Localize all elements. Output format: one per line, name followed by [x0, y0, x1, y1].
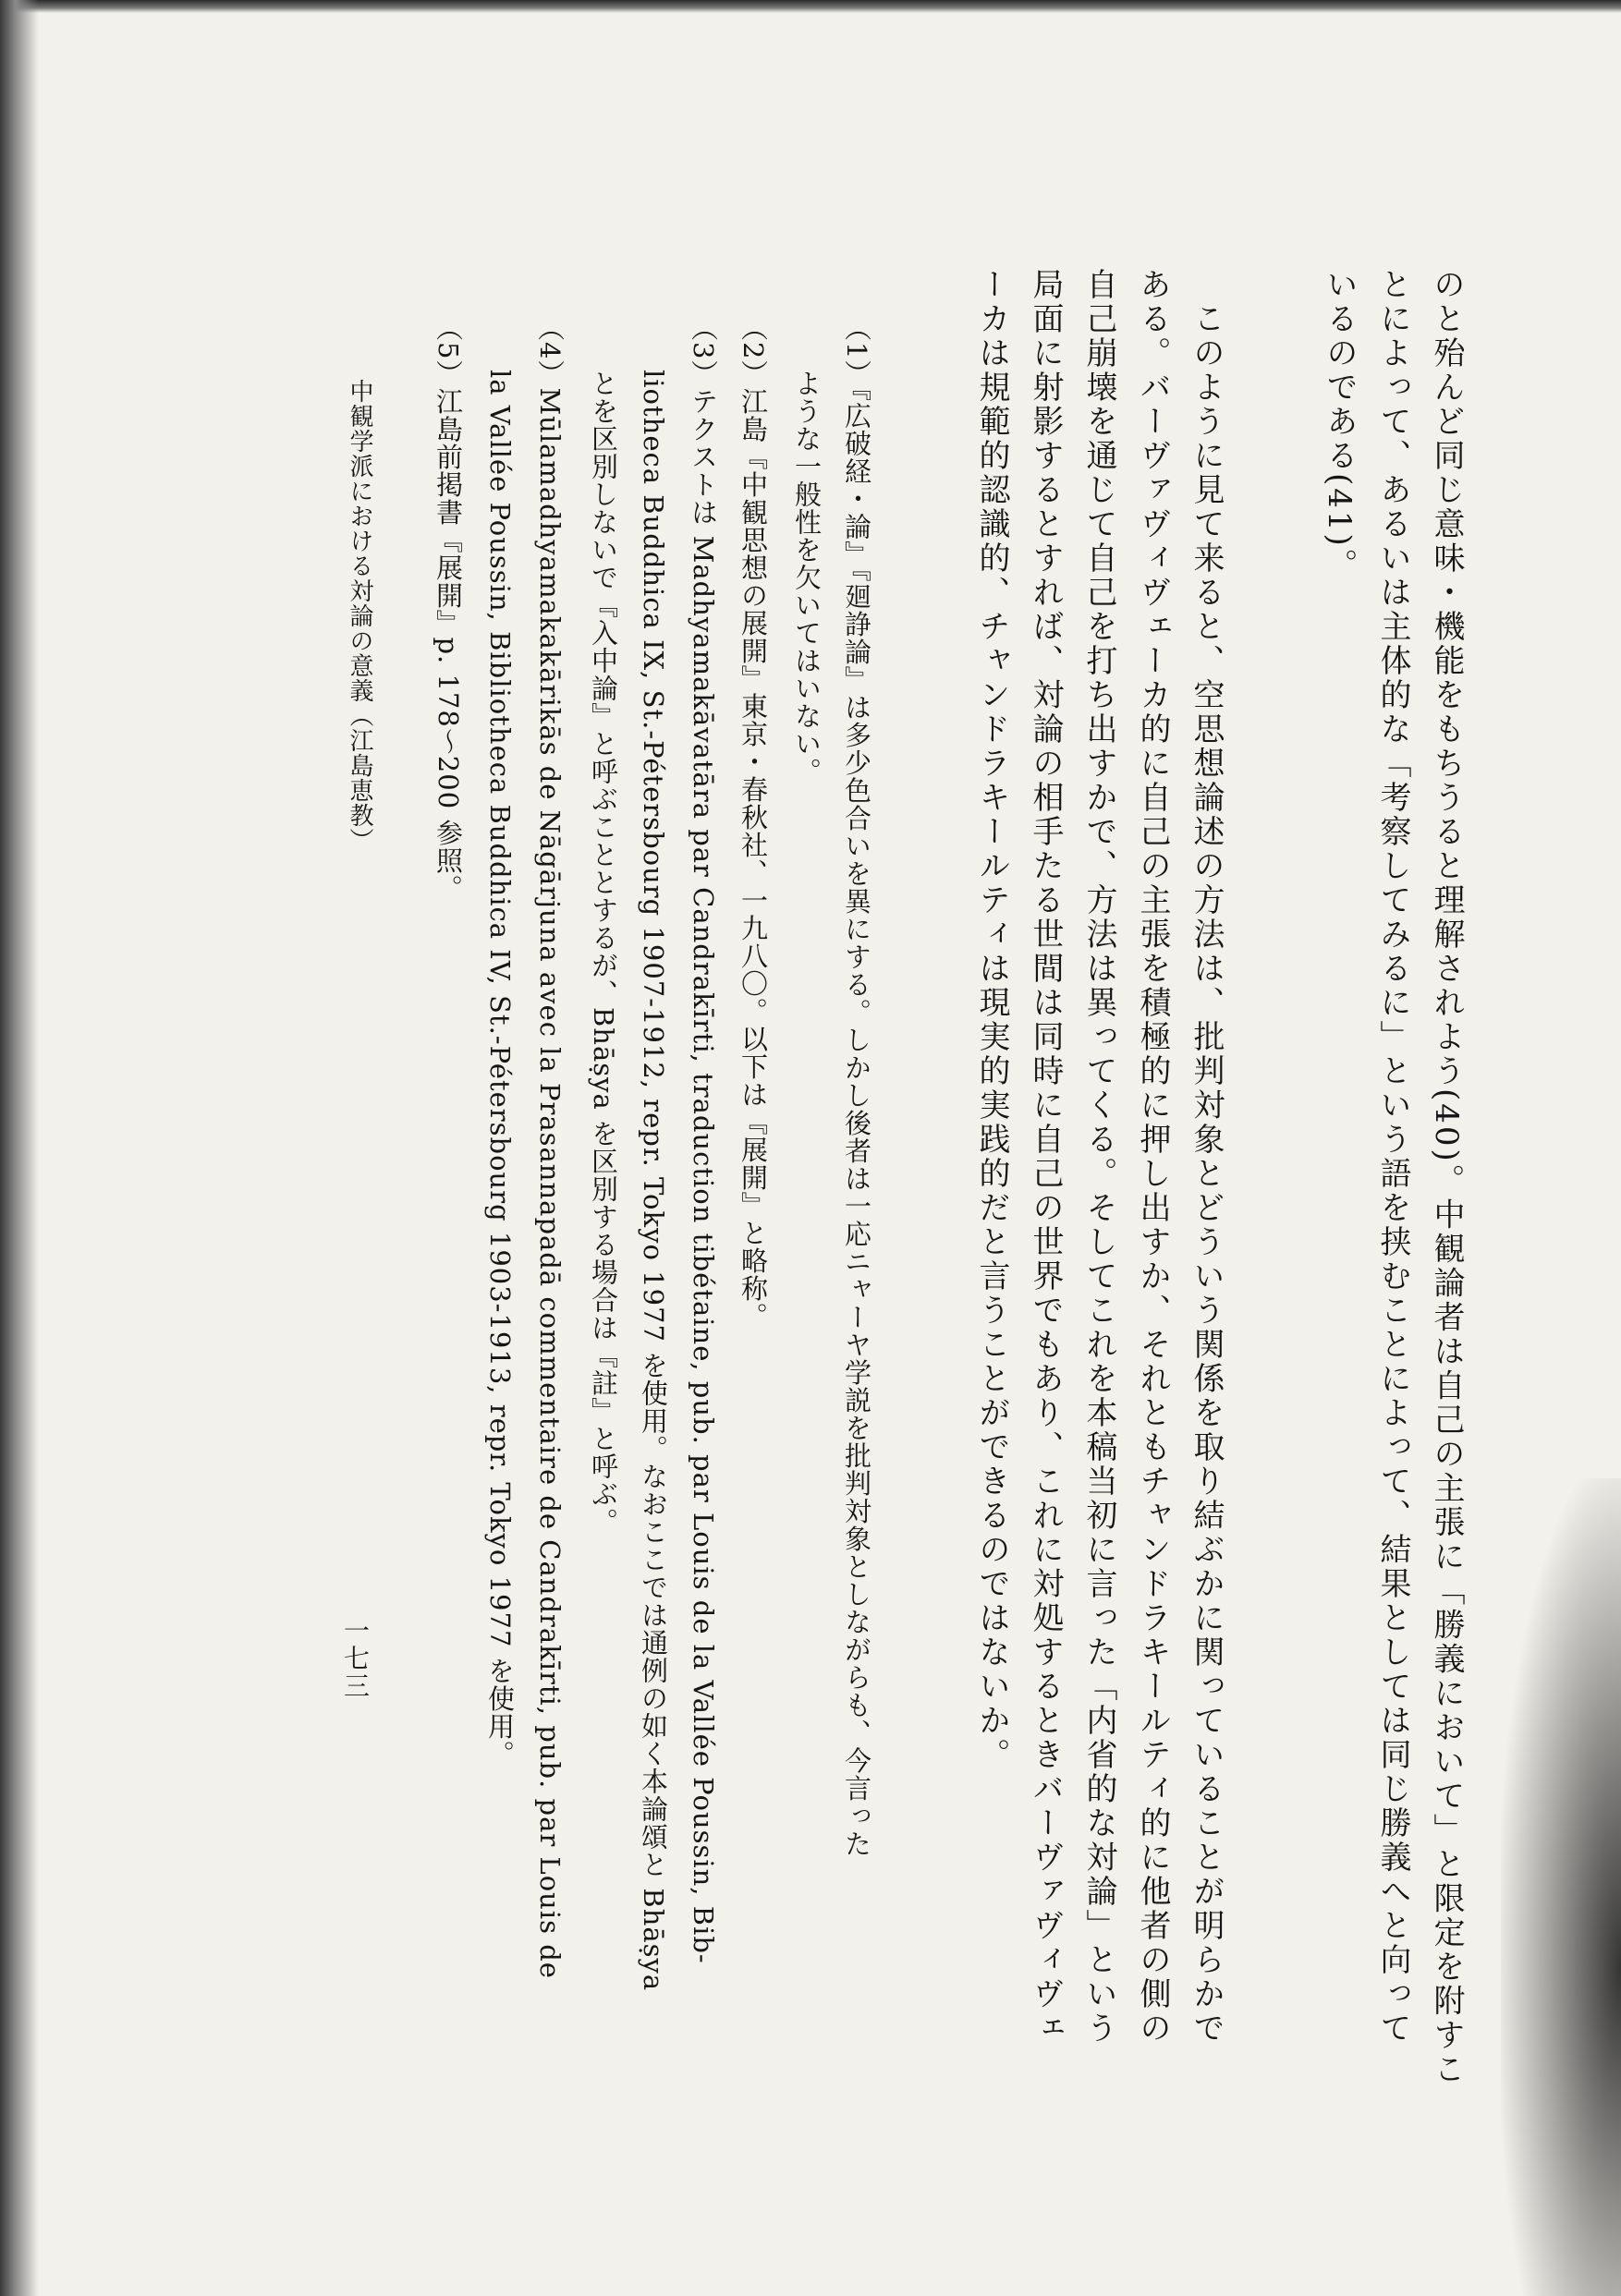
- body-line-7: 局面に射影するとすれば、対論の相手たる世間は同時に自己の世界でもあり、これに対処するときバーヴァヴィヴェ: [1027, 268, 1064, 2046]
- footnote-5: （5）江島前掲書『展開』p. 178〜200 参照。: [433, 314, 464, 903]
- footnote-1-cont: ような一般性を欠いてはいない。: [791, 314, 823, 785]
- body-line-1: のと殆んど同じ意味・機能をもちうると理解されよう(40)。中観論者は自己の主張に「勝義において」と限定を附すこ: [1428, 268, 1465, 2087]
- body-line-2: とによって、あるいは主体的な「考察してみるに」という語を挟むことによって、結果としては同じ勝義へと向って: [1374, 268, 1411, 2046]
- body-line-3: いるのである(41)。: [1321, 268, 1358, 583]
- body-line-5: ある。バーヴァヴィヴェーカ的に自己の主張を積極的に押し出すか、それともチャンドラキールティ的に他者の側の: [1134, 268, 1171, 2046]
- scan-shadow-right: [1501, 1478, 1621, 2296]
- footnote-3: （3）テクストは Madhyamakāvatāra par Candrakīrti, traduction tibétaine, pub. par Louis de la Vallée Poussin, Bib-: [688, 314, 719, 1964]
- page-number: 一七三: [340, 1617, 371, 1700]
- footnote-1: （1）『広破経・論』『廻諍論』は多少色合いを異にする。しかし後者は一応ニャーヤ学説を批判対象としながらも、今言った: [841, 314, 872, 1858]
- running-title: 中観学派における対論の意義（江島恵教）: [346, 379, 373, 853]
- body-line-8: ーカは規範的認識的、チャンドラキールティは現実的実践的だと言うことができるのではないか。: [973, 268, 1010, 1772]
- body-line-6: 自己崩壊を通じて自己を打ち出すかで、方法は異ってくる。そしてこれを本稿当初に言った「内省的な対論」という: [1080, 268, 1117, 2046]
- footnote-2: （2）江島『中観思想の展開』東京・春秋社、一九八〇。以下は『展開』と略称。: [737, 314, 769, 1330]
- footnote-4-cont: la Vallée Poussin, Bibliotheca Buddhica IV, St.-Pétersbourg 1903-1913, repr. Tokyo 1977 を使用。: [484, 314, 516, 1768]
- body-line-4: このように見て来ると、空思想論述の方法は、批判対象とどういう関係を取り結ぶかに関っていることが明らかで: [1188, 268, 1225, 2046]
- scan-edge-top: [0, 0, 1621, 13]
- footnote-3-cont-2: とを区別しないで『入中論』と呼ぶこととするが、Bhāṣya を区別する場合は『註』と呼ぶ。: [588, 314, 619, 1537]
- scan-edge-left: [0, 0, 39, 2296]
- footnote-4: （4）Mūlamadhyamakakārikās de Nāgārjuna avec la Prasannapadā commentaire de Candrakīrti, pub. par Louis de: [534, 314, 566, 1979]
- footnote-3-cont-1: liotheca Buddhica IX, St.-Pétersbourg 1907-1912, repr. Tokyo 1977 を使用。なおここでは通例の如く本論頌と Bhāṣya: [638, 314, 669, 1992]
